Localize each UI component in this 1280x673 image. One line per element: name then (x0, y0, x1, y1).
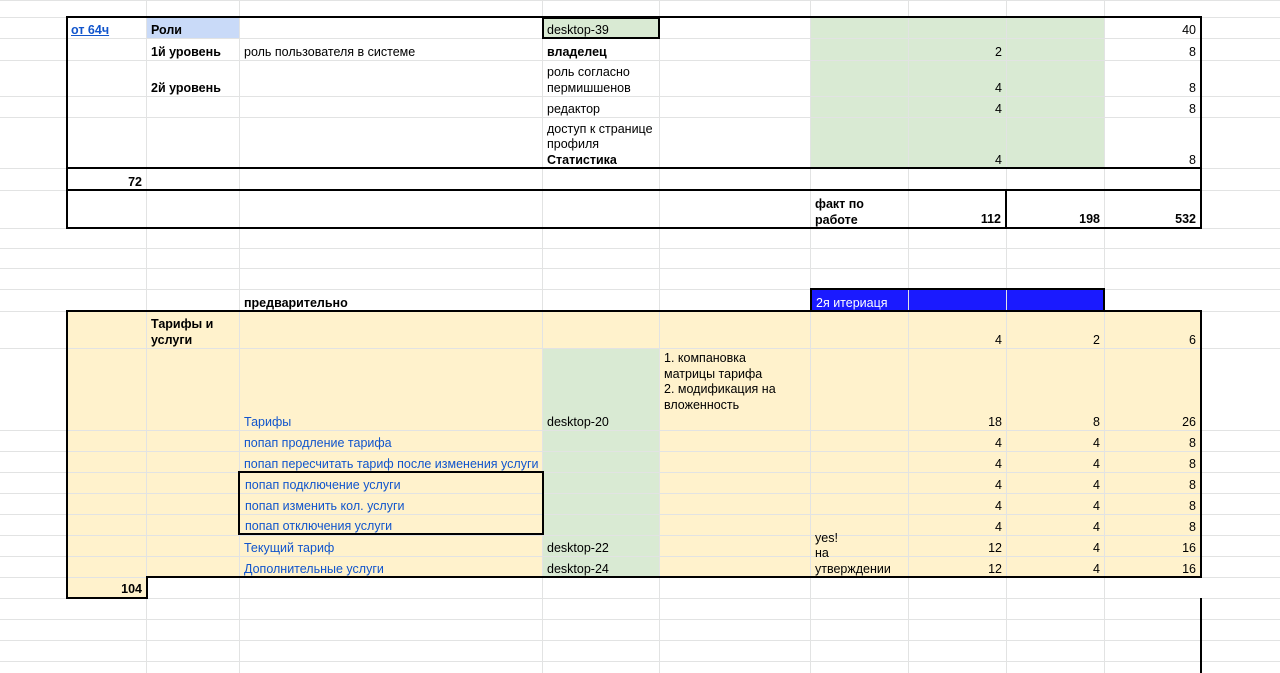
role-v3: 8 (1189, 101, 1196, 116)
role-permissions-line1: роль согласно (547, 65, 630, 79)
note-line2: матрицы тарифа (664, 366, 763, 381)
tariff-row-name: попап продление тарифа (244, 435, 392, 450)
roles-total: 40 (1182, 22, 1196, 37)
status-line3: утверждении (815, 561, 891, 576)
role-profile-line3: Статистика (547, 152, 617, 167)
tariff-row-v1: 4 (995, 456, 1002, 471)
tariff-row-v2: 4 (1093, 435, 1100, 450)
fact-v1: 112 (980, 211, 1001, 226)
tariff-row-name: попап изменить кол. услуги (245, 498, 405, 513)
tariff-row-v3: 8 (1189, 435, 1196, 450)
tariff-row-v3: 16 (1182, 540, 1196, 555)
tariff-row-v1: 4 (995, 477, 1002, 492)
tariffs-note (660, 349, 810, 430)
role-desc: роль пользователя в системе (244, 44, 416, 59)
note-line1: 1. компановка (664, 351, 746, 365)
tariff-row-v2: 4 (1093, 456, 1100, 471)
fact-label-line1: факт по (815, 197, 864, 211)
status-line2: на (815, 546, 829, 560)
role-editor: редактор (547, 101, 600, 116)
role-v3: 8 (1189, 152, 1196, 167)
roles-subtotal: 72 (128, 174, 142, 189)
role-level-2: 2й уровень (151, 80, 221, 95)
tariffs-status (811, 525, 908, 577)
tariffs-subtotal: 104 (121, 581, 142, 596)
tariff-row-name: попап подключение услуги (245, 477, 401, 492)
tariffs-title (147, 312, 239, 348)
role-owner: владелец (547, 44, 607, 59)
tariff-row-name: Дополнительные услуги (244, 561, 384, 576)
tariff-row-v3: 8 (1189, 456, 1196, 471)
role-v1: 4 (995, 101, 1002, 116)
tariff-row-v2: 4 (1093, 540, 1100, 555)
fact-v3: 532 (1175, 211, 1196, 226)
tariffs-head-v3: 6 (1189, 332, 1196, 347)
tariff-row-v1: 4 (995, 435, 1002, 450)
tariff-row-v3: 8 (1189, 519, 1196, 534)
prelim-label: предварительно (244, 295, 348, 310)
note-line4: вложенность (664, 397, 740, 412)
tariffs-head-v2: 2 (1093, 332, 1100, 347)
tariff-row-name: попап отключения услуги (245, 518, 393, 533)
role-profile-line1: доступ к странице (547, 121, 653, 136)
iteration-header: 2я итериаця (816, 295, 888, 310)
role-profile-access (543, 118, 659, 168)
tariff-row-v3: 8 (1189, 477, 1196, 492)
tariff-row-v2: 4 (1093, 561, 1100, 576)
tariff-row-screen: desktop-22 (547, 540, 609, 555)
tariffs-title-line2: услуги (151, 332, 193, 347)
tariff-row-v2: 4 (1093, 477, 1100, 492)
role-profile-line2: профиля (547, 137, 600, 151)
role-v3: 8 (1189, 44, 1196, 59)
tariff-row-v1: 4 (995, 519, 1002, 534)
tariff-row-v2: 4 (1093, 498, 1100, 513)
role-v1: 4 (995, 80, 1002, 95)
role-level-1: 1й уровень (151, 44, 221, 59)
roles-title: Роли (151, 22, 182, 37)
tariff-row-name: Текущий тариф (244, 540, 335, 555)
role-v1: 2 (995, 44, 1002, 59)
role-permissions (543, 61, 659, 96)
tariff-row-screen: desktop-24 (547, 561, 609, 576)
tariff-row-v1: 4 (995, 498, 1002, 513)
role-v3: 8 (1189, 80, 1196, 95)
tariff-row-screen: desktop-20 (547, 414, 609, 429)
tariff-row-v2: 4 (1093, 519, 1100, 534)
tariff-row-name: Тарифы (244, 414, 292, 429)
tariff-row-v2: 8 (1093, 414, 1100, 429)
fact-v2: 198 (1079, 211, 1100, 226)
tariffs-title-line1: Тарифы и (151, 317, 214, 331)
role-permissions-line2: пермишшенов (547, 80, 631, 95)
tariff-row-v1: 18 (988, 414, 1002, 429)
roles-screen: desktop-39 (547, 22, 609, 37)
tariff-row-v3: 26 (1182, 414, 1196, 429)
tariff-row-v1: 12 (988, 540, 1002, 555)
status-line1: yes! (815, 530, 838, 545)
tariff-row-v1: 12 (988, 561, 1002, 576)
tariff-row-name: попап пересчитать тариф после изменения услуги (244, 456, 539, 471)
fact-label (811, 191, 908, 228)
tariffs-head-v1: 4 (995, 332, 1002, 347)
role-v1: 4 (995, 152, 1002, 167)
tariff-row-v3: 16 (1182, 561, 1196, 576)
hours-link[interactable]: от 64ч (71, 22, 110, 37)
tariff-row-v3: 8 (1189, 498, 1196, 513)
fact-label-line2: работе (815, 212, 858, 227)
note-line3: 2. модификация на (664, 382, 776, 396)
